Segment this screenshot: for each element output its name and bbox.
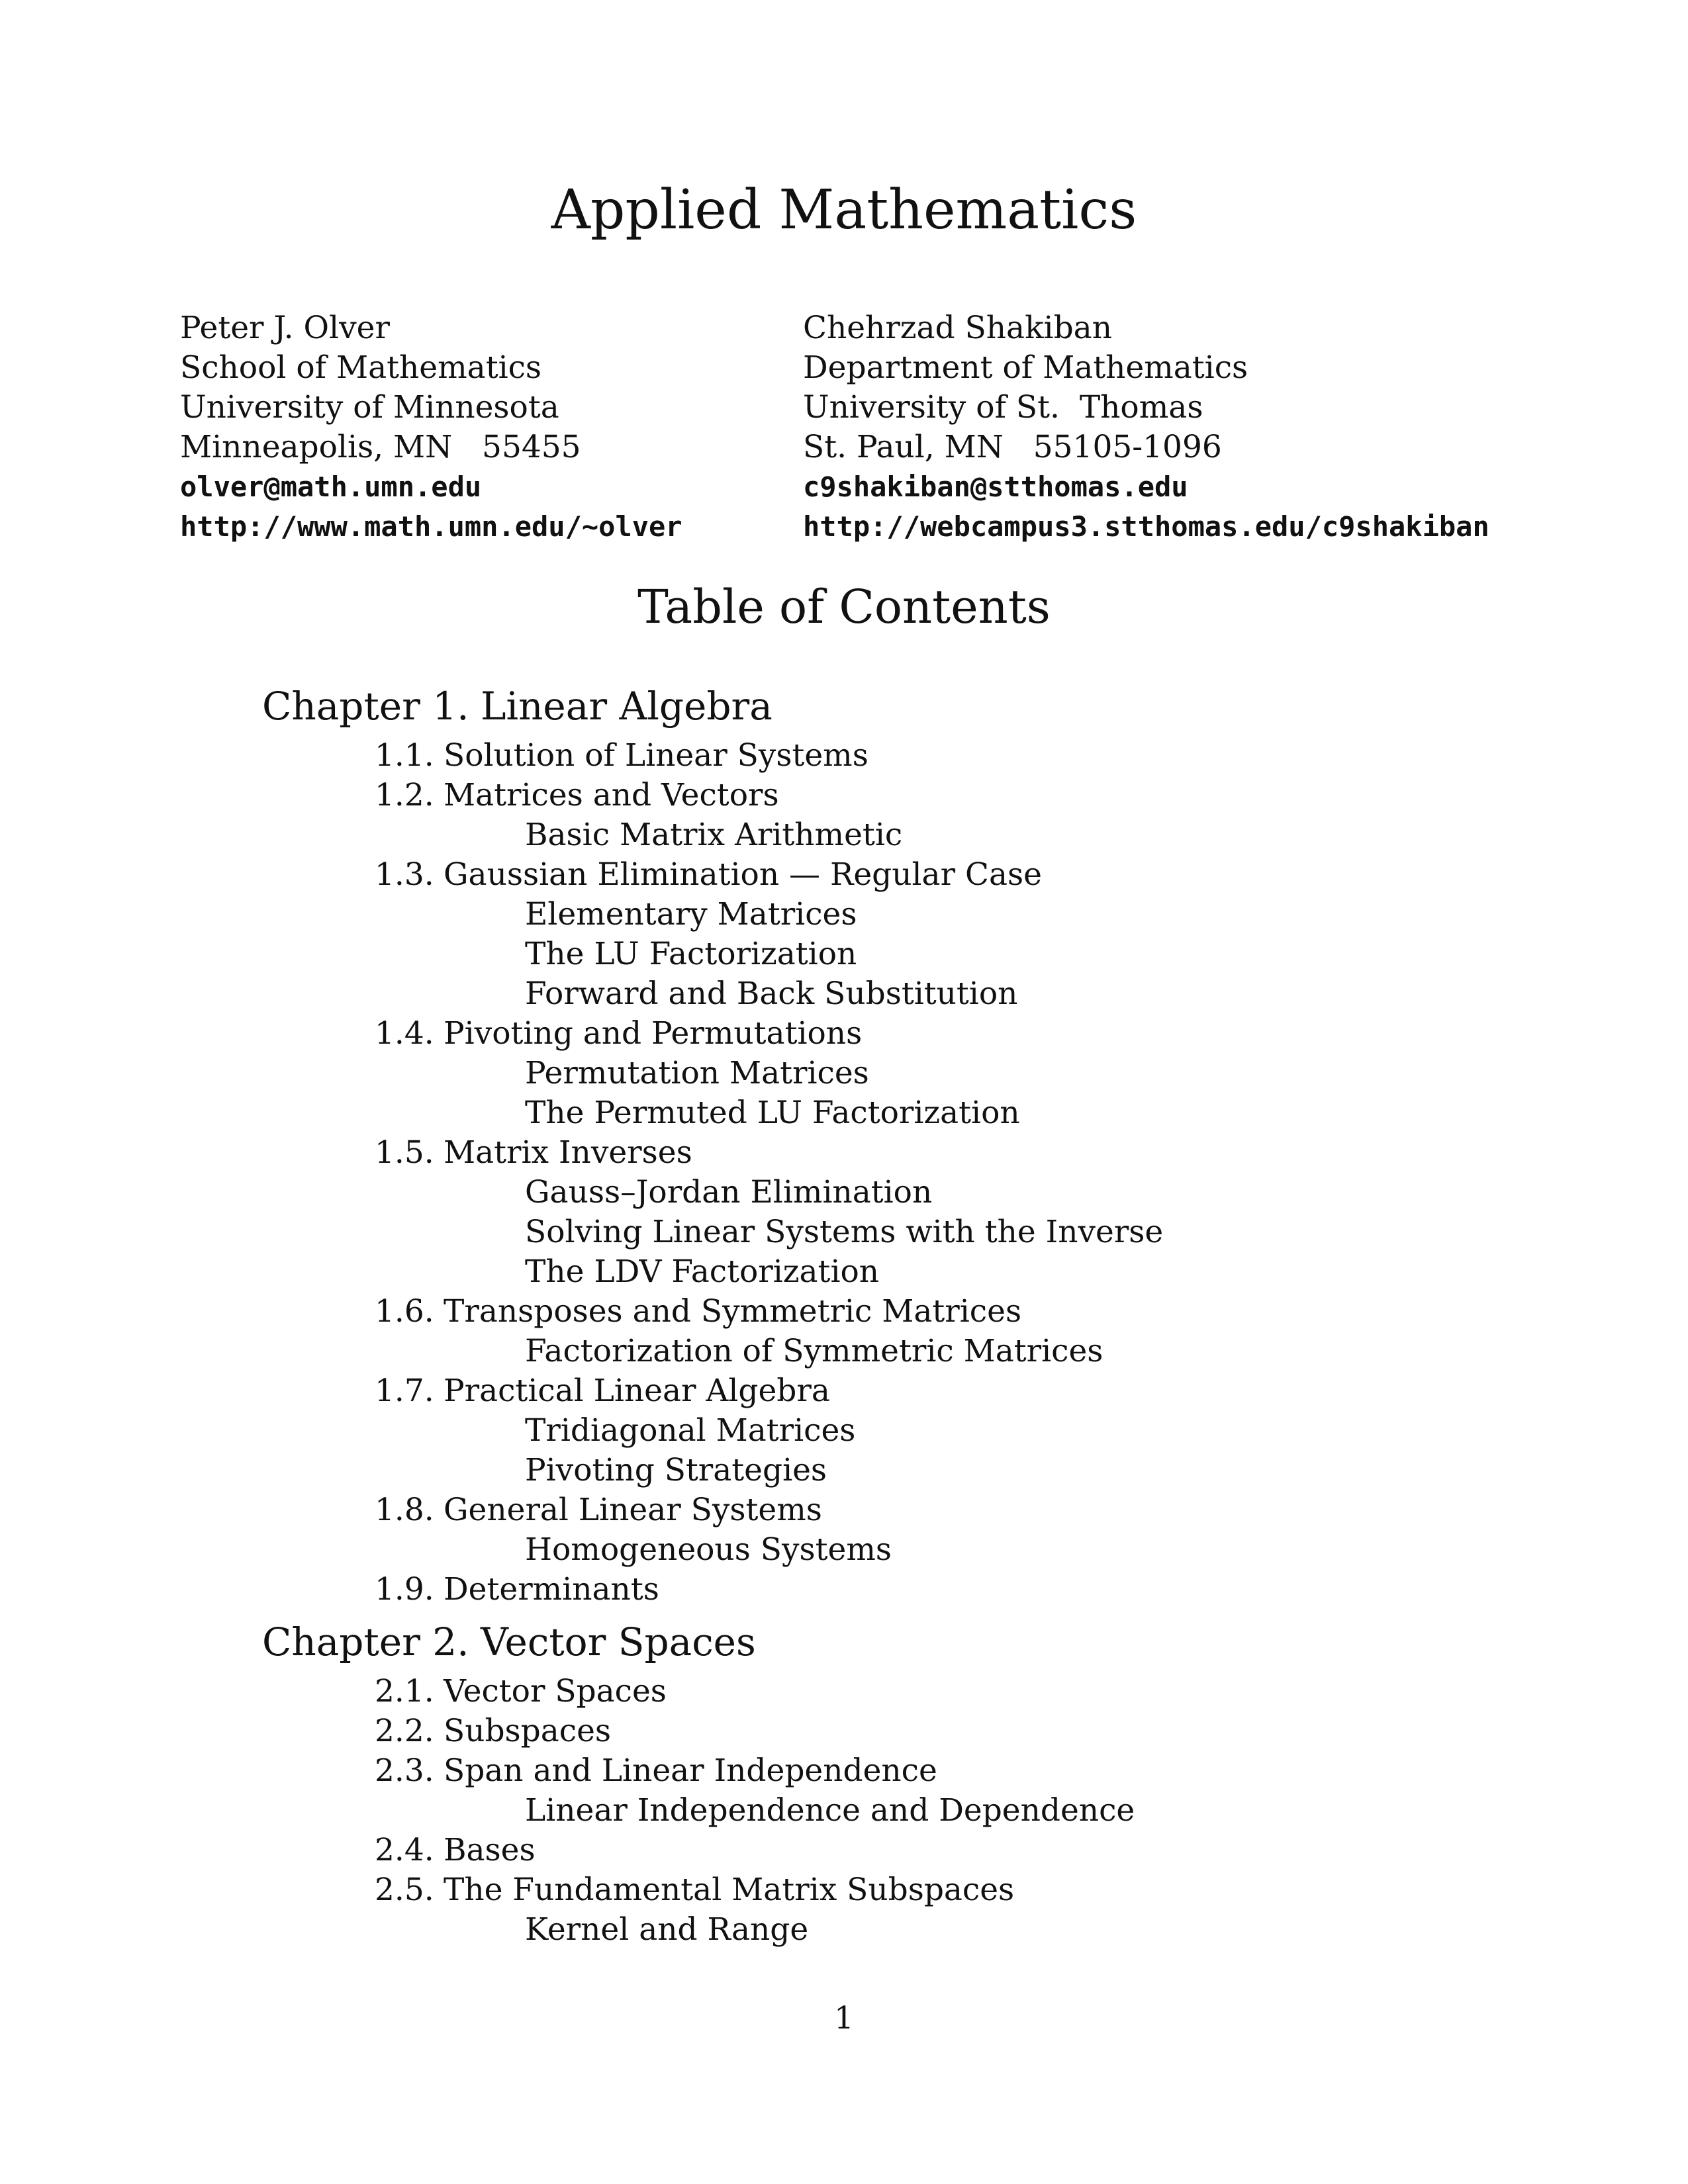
toc-subsection: Homogeneous Systems [525, 1531, 892, 1568]
author-email: c9shakiban@stthomas.edu [803, 471, 1188, 503]
author-name: Chehrzad Shakiban [803, 310, 1112, 346]
toc-section [375, 1371, 1688, 1411]
toc-subsection: The LDV Factorization [525, 1253, 880, 1290]
section-title: Vector Spaces [444, 1673, 667, 1709]
toc-heading: Table of Contents [637, 580, 1051, 634]
author-university: University of Minnesota [180, 389, 559, 426]
section-number: 2.5. [375, 1872, 434, 1908]
section-number: 1.6. [375, 1293, 434, 1330]
section-title: Determinants [444, 1571, 659, 1608]
toc-section [375, 776, 1688, 815]
toc-subsection: Kernel and Range [525, 1911, 809, 1948]
author-university: University of St. Thomas [803, 389, 1203, 426]
section-number: 1.4. [375, 1015, 434, 1052]
toc-subsection: Pivoting Strategies [525, 1452, 827, 1488]
toc-section [375, 1292, 1688, 1332]
toc-subsection: Factorization of Symmetric Matrices [525, 1333, 1103, 1369]
chapter-heading [262, 683, 1688, 729]
toc-section [375, 1672, 1688, 1711]
section-title: Pivoting and Permutations [444, 1015, 863, 1052]
section-title: Gaussian Elimination — Regular Case [444, 856, 1042, 893]
toc-section [375, 1870, 1688, 1910]
toc-section [375, 1490, 1688, 1530]
chapter-title: Linear Algebra [481, 684, 773, 729]
toc-subsection: Gauss–Jordan Elimination [525, 1174, 933, 1210]
chapter-number: Chapter 1. [262, 684, 469, 729]
toc-section [375, 1133, 1688, 1173]
section-title: Subspaces [444, 1713, 612, 1749]
section-title: Bases [444, 1832, 536, 1868]
author-department: Department of Mathematics [803, 349, 1248, 386]
author-block-shakiban [803, 308, 1489, 547]
page-number: 1 [834, 2000, 854, 2036]
toc-subsection: Forward and Back Substitution [525, 976, 1018, 1012]
author-email: olver@math.umn.edu [180, 471, 482, 503]
toc-subsection: Elementary Matrices [525, 896, 857, 933]
toc-section [375, 736, 1688, 776]
chapter-heading [262, 1619, 1688, 1665]
section-number: 2.3. [375, 1752, 434, 1789]
author-address: Minneapolis, MN 55455 [180, 429, 581, 465]
section-number: 2.4. [375, 1832, 434, 1868]
toc-subsection: Linear Independence and Dependence [525, 1792, 1135, 1829]
author-url: http://webcampus3.stthomas.edu/c9shakiban [803, 510, 1489, 543]
section-title: Matrices and Vectors [444, 777, 779, 813]
chapter-number: Chapter 2. [262, 1619, 469, 1664]
section-number: 2.1. [375, 1673, 434, 1709]
section-number: 1.7. [375, 1373, 434, 1409]
document-title: Applied Mathematics [551, 179, 1137, 242]
section-title: Matrix Inverses [444, 1134, 692, 1171]
toc-section [375, 1570, 1688, 1610]
toc-subsection: Basic Matrix Arithmetic [525, 817, 903, 853]
toc-section [375, 855, 1688, 895]
section-title: Transposes and Symmetric Matrices [444, 1293, 1022, 1330]
section-title: General Linear Systems [444, 1492, 822, 1528]
author-block-olver [180, 308, 682, 547]
toc-section [375, 1711, 1688, 1751]
toc-section [375, 1014, 1688, 1054]
section-number: 1.1. [375, 737, 434, 774]
author-address: St. Paul, MN 55105-1096 [803, 429, 1222, 465]
table-of-contents [0, 674, 1688, 1950]
section-number: 2.2. [375, 1713, 434, 1749]
section-title: Practical Linear Algebra [444, 1373, 830, 1409]
section-title: Span and Linear Independence [444, 1752, 937, 1789]
author-name: Peter J. Olver [180, 310, 390, 346]
toc-subsection: Tridiagonal Matrices [525, 1412, 856, 1449]
chapter-title: Vector Spaces [481, 1619, 756, 1664]
toc-subsection: The Permuted LU Factorization [525, 1095, 1020, 1131]
section-number: 1.2. [375, 777, 434, 813]
section-number: 1.8. [375, 1492, 434, 1528]
section-number: 1.5. [375, 1134, 434, 1171]
toc-subsection: Solving Linear Systems with the Inverse [525, 1214, 1164, 1250]
section-number: 1.9. [375, 1571, 434, 1608]
section-number: 1.3. [375, 856, 434, 893]
author-url: http://www.math.umn.edu/∼olver [180, 510, 682, 543]
author-department: School of Mathematics [180, 349, 542, 386]
toc-subsection: Permutation Matrices [525, 1055, 869, 1091]
toc-subsection: The LU Factorization [525, 936, 857, 972]
toc-section [375, 1751, 1688, 1791]
toc-section [375, 1831, 1688, 1870]
section-title: The Fundamental Matrix Subspaces [444, 1872, 1015, 1908]
section-title: Solution of Linear Systems [444, 737, 868, 774]
